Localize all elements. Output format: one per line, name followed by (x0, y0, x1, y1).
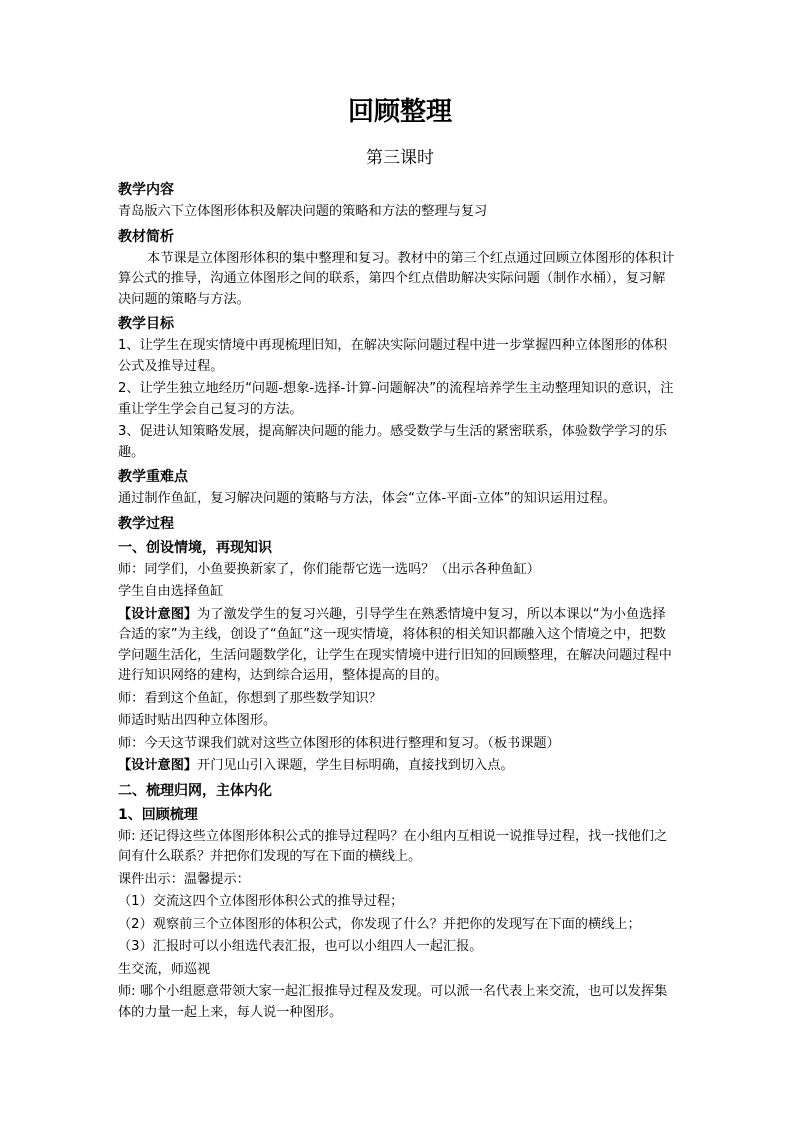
content-text: 青岛版六下立体图形体积及解决问题的策略和方法的整理与复习 (118, 204, 488, 219)
step2-line-4: 师: 哪个小组愿意带领大家一起汇报推导过程及发现。可以派一名代表上来交流，也可以发挥集体的力量一起上来，每人说一种图形。 (118, 984, 668, 1020)
page-subtitle: 第三课时 (366, 148, 434, 168)
section-heading-content: 教学内容 (118, 182, 174, 198)
page-title: 回顾整理 (347, 97, 452, 127)
analysis-text: 本节课是立体图形体积的集中整理和复习。教材中的第三个红点通过回顾立体图形的体积计算公式的推导，沟通立体图形之间的联系，第四个红点借助解决实际问题（制作水桶），复习解决问题的策略与方法。 (118, 250, 675, 307)
tip-1: （1）交流这四个立体图形体积公式的推导过程； (118, 894, 404, 909)
design-intent-text: 开门见山引入课题，学生目标明确，直接找到切入点。 (197, 758, 514, 773)
design-intent-1 (118, 605, 678, 687)
step1-line-5: 师：今天这节课我们就对这些立体图形的体积进行整理和复习。（板书课题） (118, 735, 560, 751)
step1-line-2: 学生自由选择鱼缸 (118, 584, 224, 599)
design-intent-label: 【设计意图】 (118, 758, 198, 773)
section-heading-goals: 教学目标 (118, 316, 174, 332)
step1-line-3: 师：看到这个鱼缸，你想到了那些数学知识？ (118, 690, 382, 706)
goal-3: 3、促进认知策略发展，提高解决问题的能力。感受数学与生活的紧密联系，体验数学学习的乐趣。 (118, 424, 668, 460)
step1-line-1: 师：同学们，小鱼要换新家了，你们能帮它选一选吗？（出示各种鱼缸） (118, 561, 540, 577)
step1-line-4: 师适时贴出四种立体图形。 (118, 713, 277, 728)
step1-heading: 一、创设情境，再现知识 (118, 539, 272, 556)
tip-2: （2）观察前三个立体图形的体积公式，你发现了什么？并把你的发现写在下面的横线上； (118, 916, 641, 932)
step2-line-1: 师: 还记得这些立体图形体积公式的推导过程吗？在小组内互相说一说推导过程，找一找他们之间有什么联系？并把你们发现的写在下面的横线上。 (118, 828, 668, 864)
goal-2: 2、让学生独立地经历“问题-想象-选择-计算-问题解决”的流程培养学生主动整理知识的意识，注重让学生学会自己复习的方法。 (118, 381, 674, 417)
section-heading-analysis: 教材简析 (118, 228, 174, 245)
design-intent-label: 【设计意图】 (118, 606, 198, 622)
tip-3: （3）汇报时可以小组选代表汇报，也可以小组四人一起汇报。 (118, 939, 483, 954)
step2-line-2: 课件出示：温馨提示： (118, 871, 250, 887)
section-heading-keypoints: 教学重难点 (118, 469, 188, 485)
design-intent-text: 为了激发学生的复习兴趣，引导学生在熟悉情境中复习，所以本课以“为小鱼选择合适的家”为主线，创设了“鱼缸”这一现实情境，将体积的相关知识都融入这个情境之中，把数学问题生活化，生活问题数学化，让学生在现实情境中进行旧知的回顾整理，在解决问题过程中进行知识网络的建构，达到综合运用，整体提高的目的。 (118, 606, 672, 683)
design-intent-2 (118, 756, 678, 777)
keypoint-text: 通过制作鱼缸，复习解决问题的策略与方法，体会“立体-平面-立体”的知识运用过程。 (118, 491, 616, 506)
step2-heading: 二、梳理归网，主体内化 (118, 782, 272, 799)
goal-1: 1、让学生在现实情境中再现梳理旧知，在解决实际问题过程中进一步掌握四种立体图形的体积公式及推导过程。 (118, 338, 668, 374)
step2-subheading: 1、回顾梳理 (118, 806, 198, 823)
step2-line-3: 生交流，师巡视 (118, 961, 211, 977)
document-page (118, 92, 678, 1025)
section-heading-process: 教学过程 (118, 515, 174, 532)
